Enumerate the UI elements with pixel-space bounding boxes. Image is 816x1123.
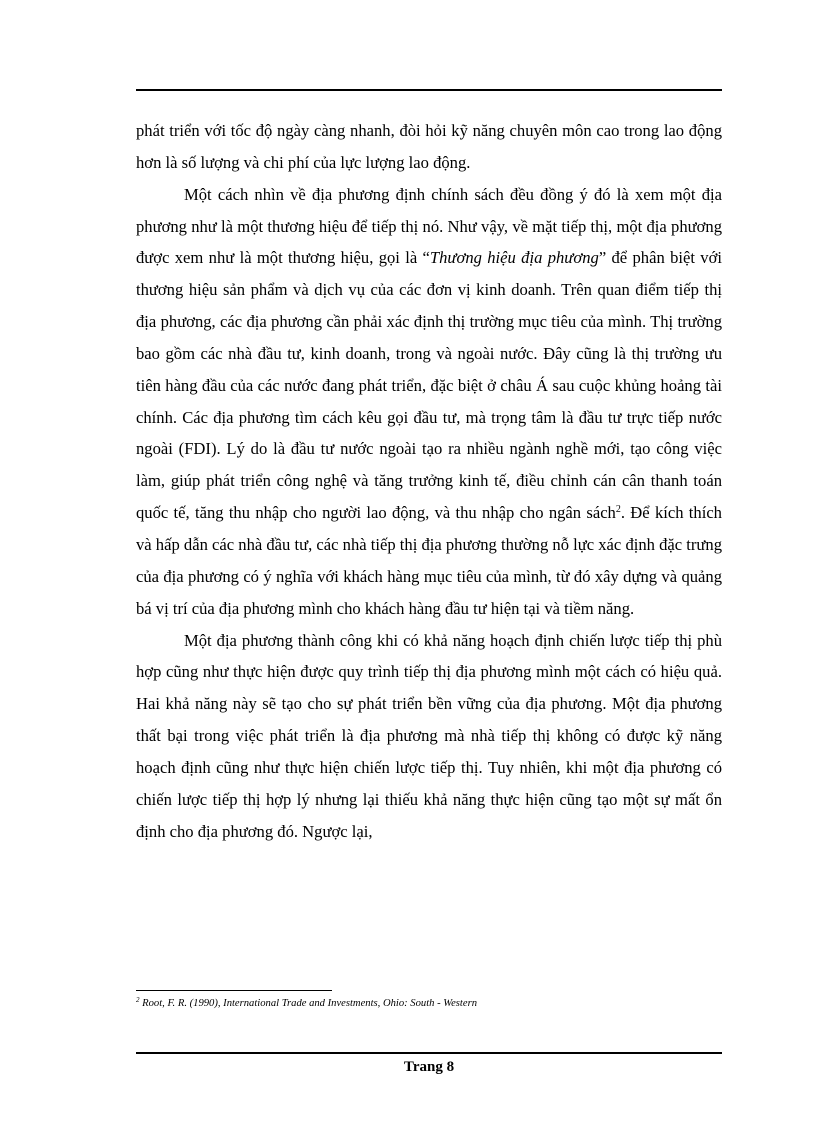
paragraph-3: Một địa phương thành công khi có khả năng hoạch định chiến lược tiếp thị phù hợp cũng như thực hiện được quy trình tiếp thị địa phương mình một cách có hiệu quả. Hai khả năng này sẽ tạo cho sự phát triển bền vững của địa phương. Một địa phương thất bại trong việc phát triển là địa phương mà nhà tiếp thị không có được kỹ năng hoạch định cũng như thực hiện chiến lược tiếp thị. Tuy nhiên, khi một địa phương có chiến lược tiếp thị hợp lý nhưng lại thiếu khả năng thực hiện cũng tạo một sự mất ổn định cho địa phương đó. Ngược lại, [136, 630, 722, 841]
footnote-number: 2 [136, 996, 140, 1004]
footnote-separator [136, 990, 332, 991]
page-number: Trang 8 [403, 1059, 455, 1075]
paragraph-2 [136, 179, 722, 625]
paragraph-2-part-3: . Để kích thích và hấp dẫn các nhà đầu tư, các nhà tiếp thị địa phương thường nỗ lực xác định đặc trưng của địa phương có ý nghĩa với khách hàng mục tiêu của mình, từ đó xây dựng và quảng bá vị trí của địa phương mình cho khách hàng đầu tư hiện tại và tiềm năng. [136, 503, 722, 618]
footnote [136, 997, 722, 1011]
footnote-reference[interactable]: 2 [615, 504, 621, 516]
paragraph-2-part-2: ” để phân biệt với thương hiệu sản phẩm và dịch vụ của các đơn vị kinh doanh. Trên quan điểm tiếp thị địa phương, các địa phương cần phải xác định thị trường mục tiêu của mình. Thị trường bao gồm các nhà đầu tư, kinh doanh, trong và ngoài nước. Đây cũng là thị trường ưu tiên hàng đầu của các nước đang phát triển, đặc biệt ở châu Á sau cuộc khủng hoảng tài chính. Các địa phương tìm cách kêu gọi đầu tư, mà trọng tâm là đầu tư trực tiếp nước ngoài (FDI). Lý do là đầu tư nước ngoài tạo ra nhiều ngành nghề mới, tạo công việc làm, giúp phát triển công nghệ và tăng trưởng kinh tế, điều chỉnh cán cân thanh toán quốc tế, tăng thu nhập cho người lao động, và thu nhập cho ngân sách [136, 248, 722, 523]
body-text [136, 115, 722, 847]
footer-rule [136, 1052, 722, 1054]
paragraph-2-part-1: Một cách nhìn về địa phương định chính sách đều đồng ý đó là xem một địa phương như là một thương hiệu để tiếp thị nó. Như vậy, về mặt tiếp thị, một địa phương được xem như là một thương hiệu, gọi là “ [136, 184, 722, 268]
paragraph-1: phát triển với tốc độ ngày càng nhanh, đòi hỏi kỹ năng chuyên môn cao trong lao động hơn là số lượng và chi phí của lực lượng lao động. [136, 121, 722, 172]
header-rule [136, 89, 722, 91]
paragraph-2-italic-term: Thương hiệu địa phương [429, 248, 599, 268]
footnote-text: Root, F. R. (1990), International Trade and Investments, Ohio: South - Western [139, 998, 477, 1009]
